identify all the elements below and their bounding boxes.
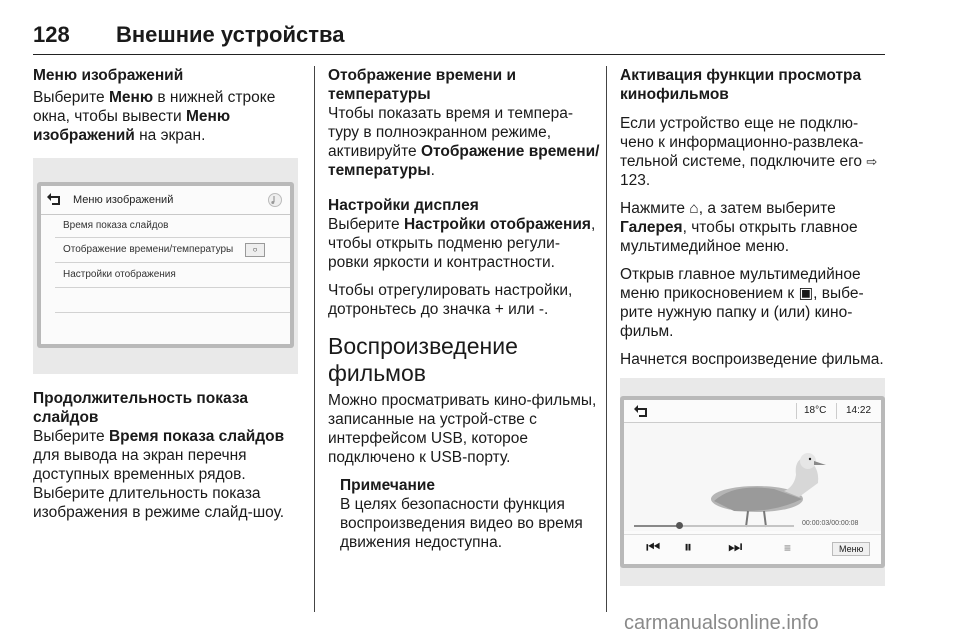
watermark: carmanualsonline.info xyxy=(624,612,819,634)
movie-playback-figure xyxy=(620,378,885,586)
column-1 xyxy=(33,62,303,154)
activate-movie-heading: Активация функции просмотра кинофильмов xyxy=(620,67,862,103)
display-settings-paragraph: Выберите Настройки отображения, чтобы открыть подменю регули-ровки яркости и контрастности. xyxy=(328,216,596,271)
note-heading: Примечание xyxy=(340,477,435,494)
header-rule xyxy=(33,54,885,55)
clock-readout: 14:22 xyxy=(846,405,872,416)
display-settings-heading: Настройки дисплея xyxy=(328,197,479,214)
menu-row-divider xyxy=(55,237,290,238)
home-icon: ⌂ xyxy=(689,200,699,217)
menu-title-bar xyxy=(41,186,290,215)
picture-menu-figure xyxy=(33,158,298,374)
slide-duration-heading: Продолжительность показа слайдов xyxy=(33,390,248,426)
movie-status-bar xyxy=(624,400,881,423)
page-number: 128 xyxy=(33,22,70,47)
back-icon[interactable] xyxy=(634,405,650,418)
picture-menu-screen xyxy=(41,186,290,344)
menu-item-display-settings[interactable]: Настройки отображения xyxy=(63,269,176,280)
column-3 xyxy=(620,62,888,378)
menu-button[interactable]: Меню xyxy=(832,542,870,556)
menu-row-divider xyxy=(55,262,290,263)
column-divider-2 xyxy=(606,66,607,612)
temperature-readout: 18°C xyxy=(804,405,827,416)
gallery-paragraph: Нажмите ⌂, а затем выберите Галерея, чтобы открыть главное мультимедийное меню. xyxy=(620,200,858,255)
music-note-icon xyxy=(268,193,282,207)
next-icon[interactable]: ⏭ xyxy=(728,539,743,556)
page-header xyxy=(33,22,885,52)
slide-duration-paragraph: Выберите Время показа слайдов для вывода на экран перечня доступных временных рядов. Выберите длительность показа изображения в режиме слайд-шоу. xyxy=(33,428,285,521)
column-divider-1 xyxy=(314,66,315,612)
equalizer-icon[interactable]: ≡ xyxy=(784,541,792,555)
playback-start-paragraph: Начнется воспроизведение фильма. xyxy=(620,351,884,368)
movie-camera-icon: ▣ xyxy=(798,285,814,302)
connect-device-paragraph: Если устройство еще не подклю-чено к информационно-развлека-тельной системе, подключите его ⇨ 123. xyxy=(620,115,878,189)
seagull-eye xyxy=(809,458,811,460)
seagull-head xyxy=(800,453,816,469)
progress-track[interactable] xyxy=(634,525,794,527)
previous-icon[interactable]: ⏮ xyxy=(646,539,661,556)
movie-playback-heading: Воспроизведение фильмов xyxy=(328,333,518,386)
pause-icon[interactable]: ⏸ xyxy=(684,539,693,556)
time-temp-toggle[interactable]: ○ xyxy=(245,243,265,257)
note-text: В целях безопасности функция воспроизведения видео во время движения недоступна. xyxy=(340,496,583,551)
picture-menu-heading: Меню изображений xyxy=(33,67,184,84)
movie-playback-paragraph: Можно просматривать кино-фильмы, записанные на устрой-стве с интерфейсом USB, которое подключено к USB-порту. xyxy=(328,392,597,466)
progress-handle[interactable] xyxy=(676,522,683,529)
menu-row-divider xyxy=(55,312,290,313)
menu-item-time-temp[interactable]: Отображение времени/температуры xyxy=(63,244,234,255)
menu-title: Меню изображений xyxy=(73,194,174,206)
timecode: 00:00:03/00:00:08 xyxy=(802,520,859,527)
back-icon[interactable] xyxy=(47,193,63,207)
time-temp-paragraph: Чтобы показать время и темпера-туру в полноэкранном режиме, активируйте Отображение времени/температуры. xyxy=(328,105,600,179)
column-2 xyxy=(328,62,600,561)
adjust-paragraph: Чтобы отрегулировать настройки, дотроньтесь до значка + или -. xyxy=(328,282,573,318)
chapter-title: Внешние устройства xyxy=(116,22,345,47)
menu-row-divider xyxy=(55,287,290,288)
screen-bezel xyxy=(620,396,885,568)
time-temp-heading: Отображение времени и температуры xyxy=(328,67,517,103)
column-1-lower xyxy=(33,389,305,531)
progress-fill xyxy=(634,525,679,527)
picture-menu-paragraph: Выберите Меню в нижней строке окна, чтобы вывести Меню изображений на экран. xyxy=(33,89,276,144)
note-block xyxy=(328,476,600,552)
seagull-video-frame xyxy=(624,423,881,531)
movie-screen xyxy=(624,400,881,564)
select-folder-paragraph: Открыв главное мультимедийное меню прикосновением к ▣, выбе-рите нужную папку и (или) кино-фильм. xyxy=(620,266,864,340)
menu-item-slide-time[interactable]: Время показа слайдов xyxy=(63,220,169,231)
screen-bezel xyxy=(37,182,294,348)
reference-arrow-icon: ⇨ xyxy=(866,154,878,169)
